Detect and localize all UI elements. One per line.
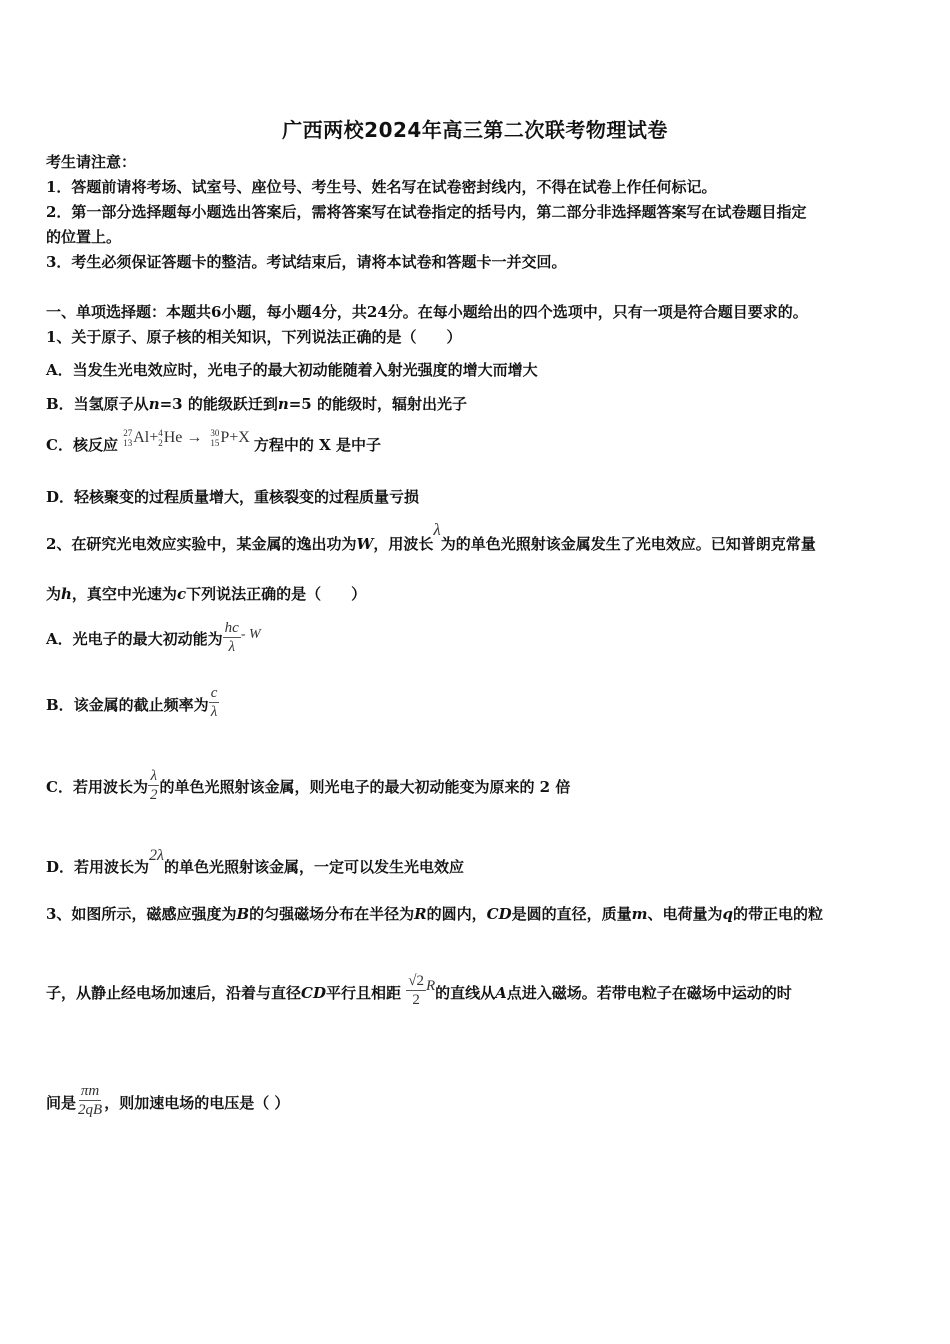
he-symbol: He → — [163, 429, 203, 446]
notice-item-2-cont: 的位置上。 — [46, 228, 122, 246]
q2-text-3: 为的单色光照射该金属发生了光电效应。已知普朗克常量 — [440, 535, 816, 553]
q3-text-5: 、电荷量为 — [647, 905, 723, 923]
nuclear-equation — [123, 428, 254, 449]
q3-text-9: 的直线从 — [435, 984, 496, 1002]
question-3-line-3 — [46, 1080, 289, 1126]
var-cd-2: CD — [301, 984, 326, 1002]
q2-text-5: ，真空中光速为 — [71, 585, 177, 603]
var-w: W — [356, 535, 374, 553]
question-2-stem-line-1 — [46, 520, 816, 554]
fraction-hc-over-lambda — [223, 619, 241, 656]
al-isotope — [123, 428, 132, 448]
var-b: B — [236, 905, 250, 923]
page-title: 广西两校2024年高三第二次联考物理试卷 — [282, 118, 668, 142]
notice-item-3: 3．考生必须保证答题卡的整洁。考试结束后，请将本试卷和答题卡一并交回。 — [46, 253, 567, 271]
q2-option-d-prefix: D．若用波长为 — [46, 858, 150, 876]
var-n-1: n — [148, 395, 160, 413]
al-mass: 27 — [123, 428, 133, 439]
option-c-suffix: 方程中的 X 是中子 — [253, 436, 381, 454]
fraction-numerator: c — [210, 684, 218, 701]
var-m: m — [631, 905, 648, 923]
var-r-2: R — [425, 978, 436, 994]
fraction-numerator: √2 — [408, 972, 424, 989]
var-cd: CD — [486, 905, 512, 923]
fraction-c-over-lambda — [209, 684, 220, 721]
q3-text-8: 平行且相距 — [325, 984, 401, 1002]
q3-text-3: 的圆内， — [426, 905, 487, 923]
var-a: A — [495, 984, 507, 1002]
p-mass: 30 — [210, 428, 220, 439]
q2-option-b-prefix: B．该金属的截止频率为 — [46, 696, 209, 714]
option-b-text-1: B．当氢原子从 — [46, 395, 149, 413]
q2-text-6: 下列说法正确的是（ ） — [186, 585, 367, 603]
question-3-line-1 — [46, 904, 823, 924]
q3-text-11: 间是 — [46, 1094, 77, 1112]
fraction-pi-m-over-2qb — [76, 1082, 104, 1119]
section-heading: 一、单项选择题：本题共6小题，每小题4分，共24分。在每小题给出的四个选项中，只有一项是符合题目要求的。 — [46, 303, 808, 321]
var-h: h — [61, 585, 72, 603]
al-symbol: Al+ — [133, 429, 159, 446]
two-lambda: 2λ — [149, 847, 164, 864]
fraction-numerator: πm — [80, 1082, 100, 1099]
p-number: 15 — [210, 438, 220, 449]
question-2-stem-line-2 — [46, 584, 366, 604]
q3-text-7: 子，从静止经电场加速后，沿着与直径 — [46, 984, 302, 1002]
fraction-denominator: 2 — [149, 786, 158, 803]
he-number: 2 — [158, 438, 163, 449]
question-2-option-a — [46, 620, 261, 660]
q2-option-c-prefix: C．若用波长为 — [46, 778, 148, 796]
q2-text-4: 为 — [46, 585, 62, 603]
notice-item-2: 2．第一部分选择题每小题选出答案后，需将答案写在试卷指定的括号内，第二部分非选择题答案写在试卷题目指定 — [46, 203, 807, 221]
question-3-line-2 — [46, 966, 792, 1021]
q2-text-1: 2、在研究光电效应实验中，某金属的逸出功为 — [46, 535, 357, 553]
var-r: R — [414, 905, 427, 923]
he-isotope — [158, 428, 163, 448]
var-lambda: λ — [433, 520, 441, 539]
notice-item-1: 1．答题前请将考场、试室号、座位号、考生号、姓名写在试卷密封线内，不得在试卷上作任何标记。 — [46, 178, 717, 196]
question-1-option-a: A．当发生光电效应时，光电子的最大初动能随着入射光强度的增大而增大 — [46, 361, 538, 379]
q3-text-12: ，则加速电场的电压是（ ） — [104, 1094, 290, 1112]
he-mass: 4 — [158, 428, 163, 439]
q3-text-6: 的带正电的粒 — [733, 905, 824, 923]
var-c: c — [176, 585, 187, 603]
fraction-numerator: λ — [150, 767, 157, 784]
notice-heading: 考生请注意： — [46, 153, 137, 171]
question-2-option-b — [46, 682, 219, 728]
question-1-option-b — [46, 394, 467, 414]
question-1-stem: 1、关于原子、原子核的相关知识，下列说法正确的是（ ） — [46, 328, 462, 346]
fraction-denominator: λ — [210, 703, 218, 720]
var-q: q — [722, 905, 733, 923]
fraction-numerator: hc — [224, 619, 239, 636]
question-1-option-c — [46, 428, 381, 459]
q3-text-4: 是圆的直径，质量 — [511, 905, 632, 923]
p-symbol: P+X — [220, 429, 250, 446]
q2-option-c-suffix: 的单色光照射该金属，则光电子的最大初动能变为原来的 2 倍 — [159, 778, 571, 796]
fraction-sqrt2-over-2 — [406, 972, 426, 1009]
question-1-option-d: D．轻核聚变的过程质量增大，重核裂变的过程质量亏损 — [46, 488, 420, 506]
al-number: 13 — [123, 438, 133, 449]
option-c-prefix: C．核反应 — [46, 436, 118, 454]
q2-option-a-prefix: A．光电子的最大初动能为 — [46, 630, 223, 648]
q2-option-d-suffix: 的单色光照射该金属，一定可以发生光电效应 — [163, 858, 464, 876]
option-b-text-2: =3 的能级跃迁到 — [159, 395, 278, 413]
minus-w: - W — [240, 627, 261, 642]
q3-text-10: 点进入磁场。若带电粒子在磁场中运动的时 — [506, 984, 792, 1002]
fraction-lambda-over-2 — [148, 767, 160, 804]
question-2-option-d — [46, 847, 464, 878]
question-2-option-c — [46, 764, 570, 810]
fraction-denominator: 2qB — [78, 1101, 103, 1118]
q3-text-2: 的匀强磁场分布在半径为 — [249, 905, 415, 923]
q2-text-2: ，用波长 — [373, 535, 434, 553]
var-n-2: n — [277, 395, 289, 413]
fraction-denominator: 2 — [412, 991, 420, 1008]
fraction-denominator: λ — [228, 638, 235, 655]
q3-text-1: 3、如图所示，磁感应强度为 — [46, 905, 237, 923]
option-b-text-3: =5 的能级时，辐射出光子 — [288, 395, 467, 413]
p-isotope — [210, 428, 219, 448]
